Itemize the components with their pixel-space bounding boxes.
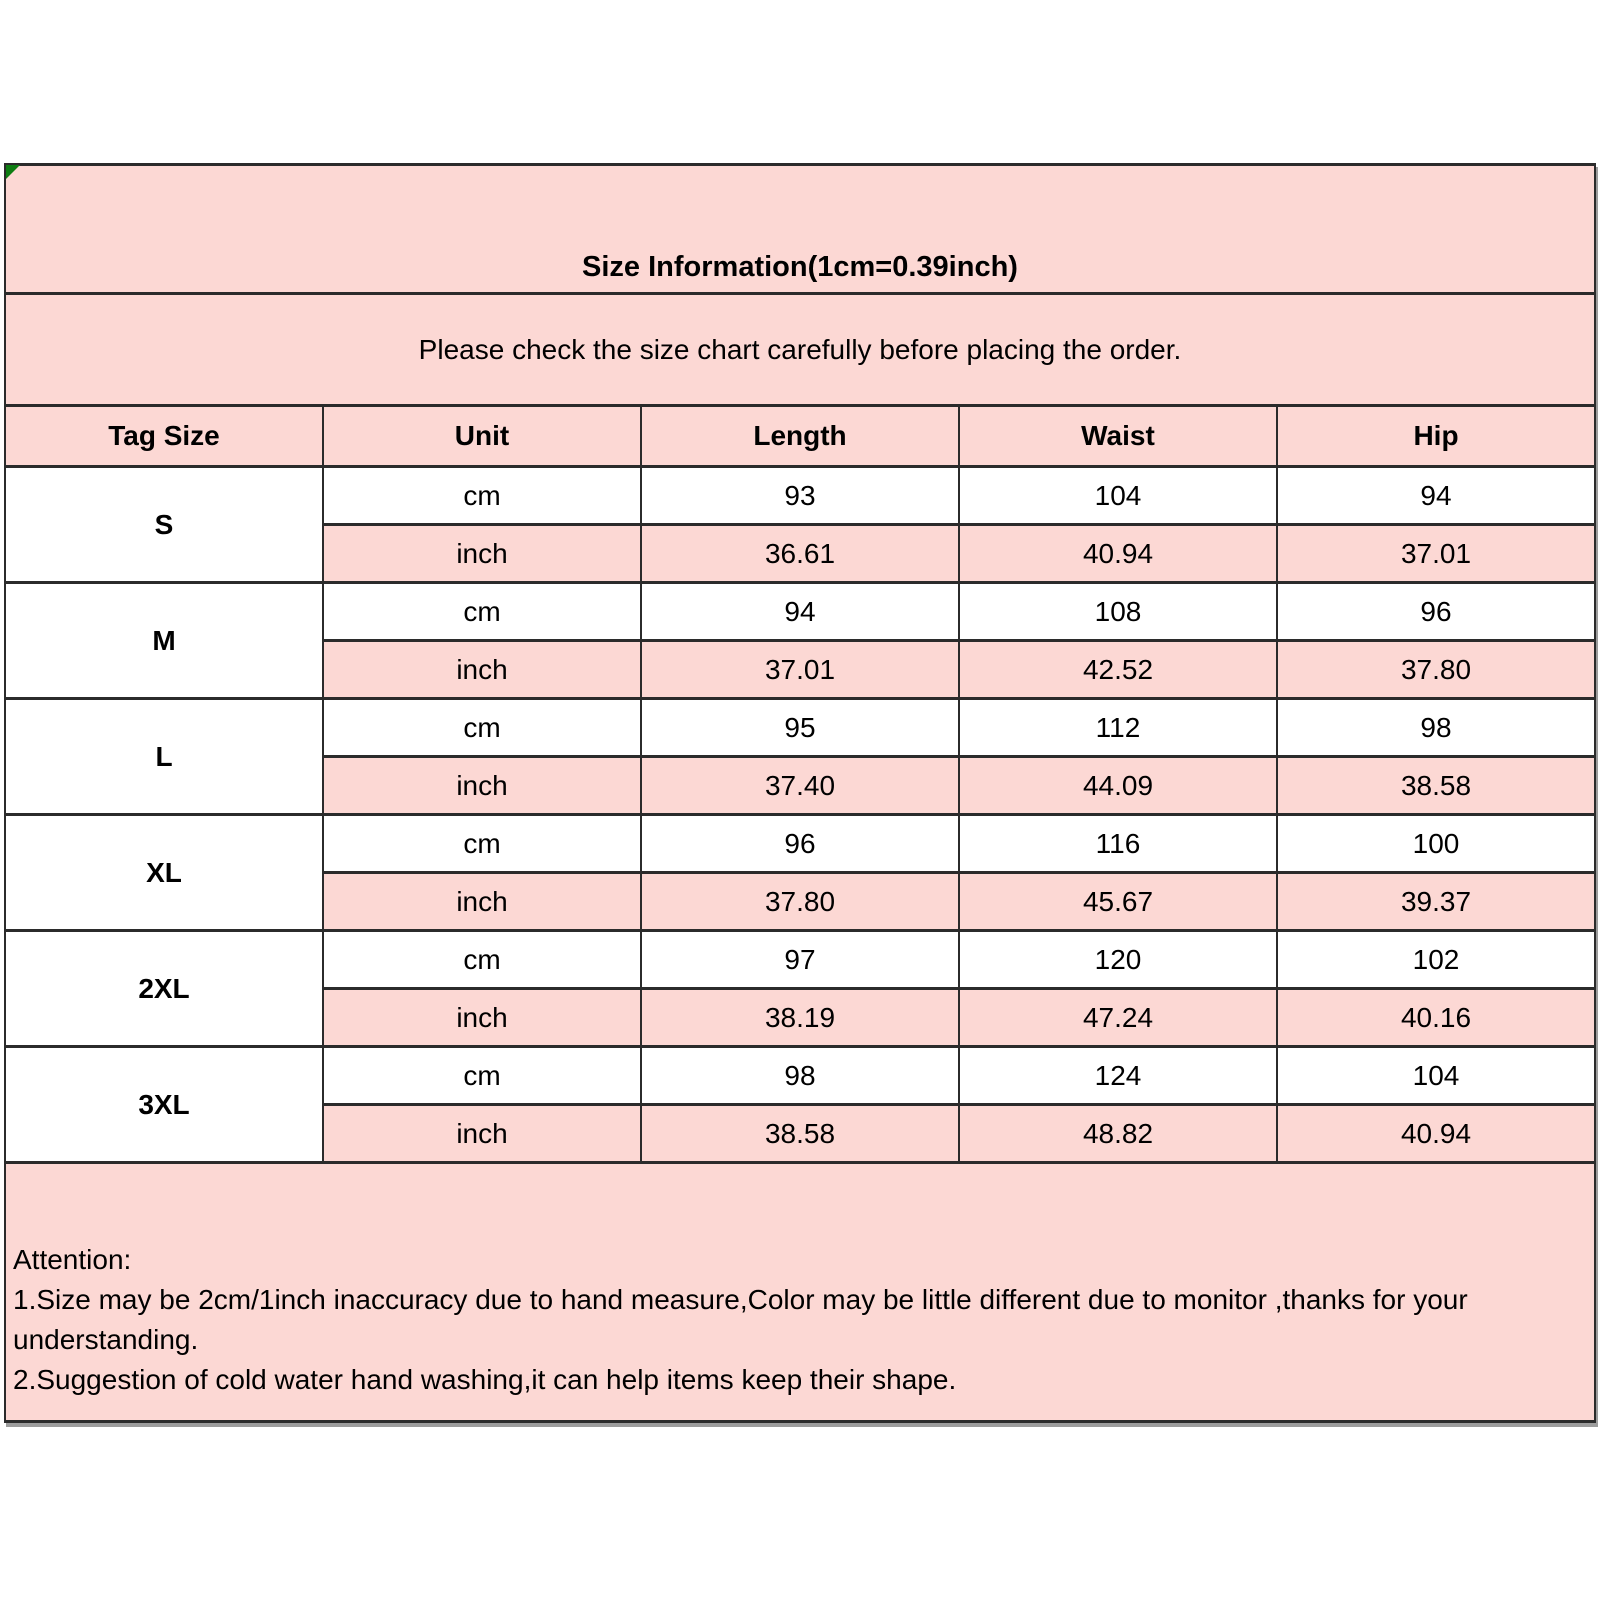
value-cell: 96 — [1277, 583, 1595, 641]
header-waist: Waist — [959, 406, 1277, 467]
unit-cell: inch — [323, 873, 641, 931]
value-cell: 37.80 — [641, 873, 959, 931]
unit-cell: cm — [323, 1047, 641, 1105]
header-hip: Hip — [1277, 406, 1595, 467]
value-cell: 116 — [959, 815, 1277, 873]
unit-cell: inch — [323, 989, 641, 1047]
unit-cell: inch — [323, 757, 641, 815]
attention-row — [5, 1163, 1595, 1422]
table-row — [5, 467, 1595, 525]
header-length: Length — [641, 406, 959, 467]
size-chart-container — [4, 163, 1596, 1423]
value-cell: 37.80 — [1277, 641, 1595, 699]
value-cell: 112 — [959, 699, 1277, 757]
value-cell: 96 — [641, 815, 959, 873]
value-cell: 47.24 — [959, 989, 1277, 1047]
page-subtitle: Please check the size chart carefully before placing the order. — [5, 294, 1595, 406]
value-cell: 38.19 — [641, 989, 959, 1047]
attention-cell — [5, 1163, 1595, 1422]
header-unit: Unit — [323, 406, 641, 467]
value-cell: 98 — [641, 1047, 959, 1105]
value-cell: 94 — [1277, 467, 1595, 525]
header-tag-size: Tag Size — [5, 406, 323, 467]
unit-cell: cm — [323, 931, 641, 989]
value-cell: 37.40 — [641, 757, 959, 815]
value-cell: 120 — [959, 931, 1277, 989]
unit-cell: inch — [323, 641, 641, 699]
value-cell: 38.58 — [641, 1105, 959, 1163]
unit-cell: cm — [323, 815, 641, 873]
value-cell: 102 — [1277, 931, 1595, 989]
value-cell: 45.67 — [959, 873, 1277, 931]
tag-size-cell: 2XL — [5, 931, 323, 1047]
attention-note-1: 1.Size may be 2cm/1inch inaccuracy due to hand measure,Color may be little different due to monitor ,thanks for your understanding. — [13, 1284, 1468, 1355]
value-cell: 104 — [1277, 1047, 1595, 1105]
tag-size-cell: XL — [5, 815, 323, 931]
value-cell: 98 — [1277, 699, 1595, 757]
value-cell: 48.82 — [959, 1105, 1277, 1163]
value-cell: 40.16 — [1277, 989, 1595, 1047]
table-row — [5, 815, 1595, 873]
tag-size-cell: 3XL — [5, 1047, 323, 1163]
value-cell: 124 — [959, 1047, 1277, 1105]
unit-cell: inch — [323, 1105, 641, 1163]
value-cell: 108 — [959, 583, 1277, 641]
value-cell: 100 — [1277, 815, 1595, 873]
table-row — [5, 699, 1595, 757]
value-cell: 44.09 — [959, 757, 1277, 815]
value-cell: 37.01 — [641, 641, 959, 699]
unit-cell: cm — [323, 467, 641, 525]
tag-size-cell: L — [5, 699, 323, 815]
tag-size-cell: M — [5, 583, 323, 699]
value-cell: 95 — [641, 699, 959, 757]
attention-note-2: 2.Suggestion of cold water hand washing,it can help items keep their shape. — [13, 1364, 957, 1395]
value-cell: 40.94 — [959, 525, 1277, 583]
value-cell: 38.58 — [1277, 757, 1595, 815]
table-row — [5, 931, 1595, 989]
table-row — [5, 583, 1595, 641]
size-chart-table — [4, 163, 1596, 1423]
unit-cell: cm — [323, 583, 641, 641]
value-cell: 40.94 — [1277, 1105, 1595, 1163]
value-cell: 42.52 — [959, 641, 1277, 699]
value-cell: 37.01 — [1277, 525, 1595, 583]
value-cell: 39.37 — [1277, 873, 1595, 931]
value-cell: 36.61 — [641, 525, 959, 583]
attention-heading: Attention: — [13, 1244, 132, 1275]
tag-size-cell: S — [5, 467, 323, 583]
unit-cell: inch — [323, 525, 641, 583]
value-cell: 94 — [641, 583, 959, 641]
value-cell: 97 — [641, 931, 959, 989]
excel-comment-marker-icon — [6, 165, 20, 179]
value-cell: 93 — [641, 467, 959, 525]
page-title: Size Information(1cm=0.39inch) — [5, 165, 1595, 294]
subtitle-row — [5, 294, 1595, 406]
table-row — [5, 1047, 1595, 1105]
value-cell: 104 — [959, 467, 1277, 525]
title-row — [5, 165, 1595, 294]
table-header-row — [5, 406, 1595, 467]
unit-cell: cm — [323, 699, 641, 757]
